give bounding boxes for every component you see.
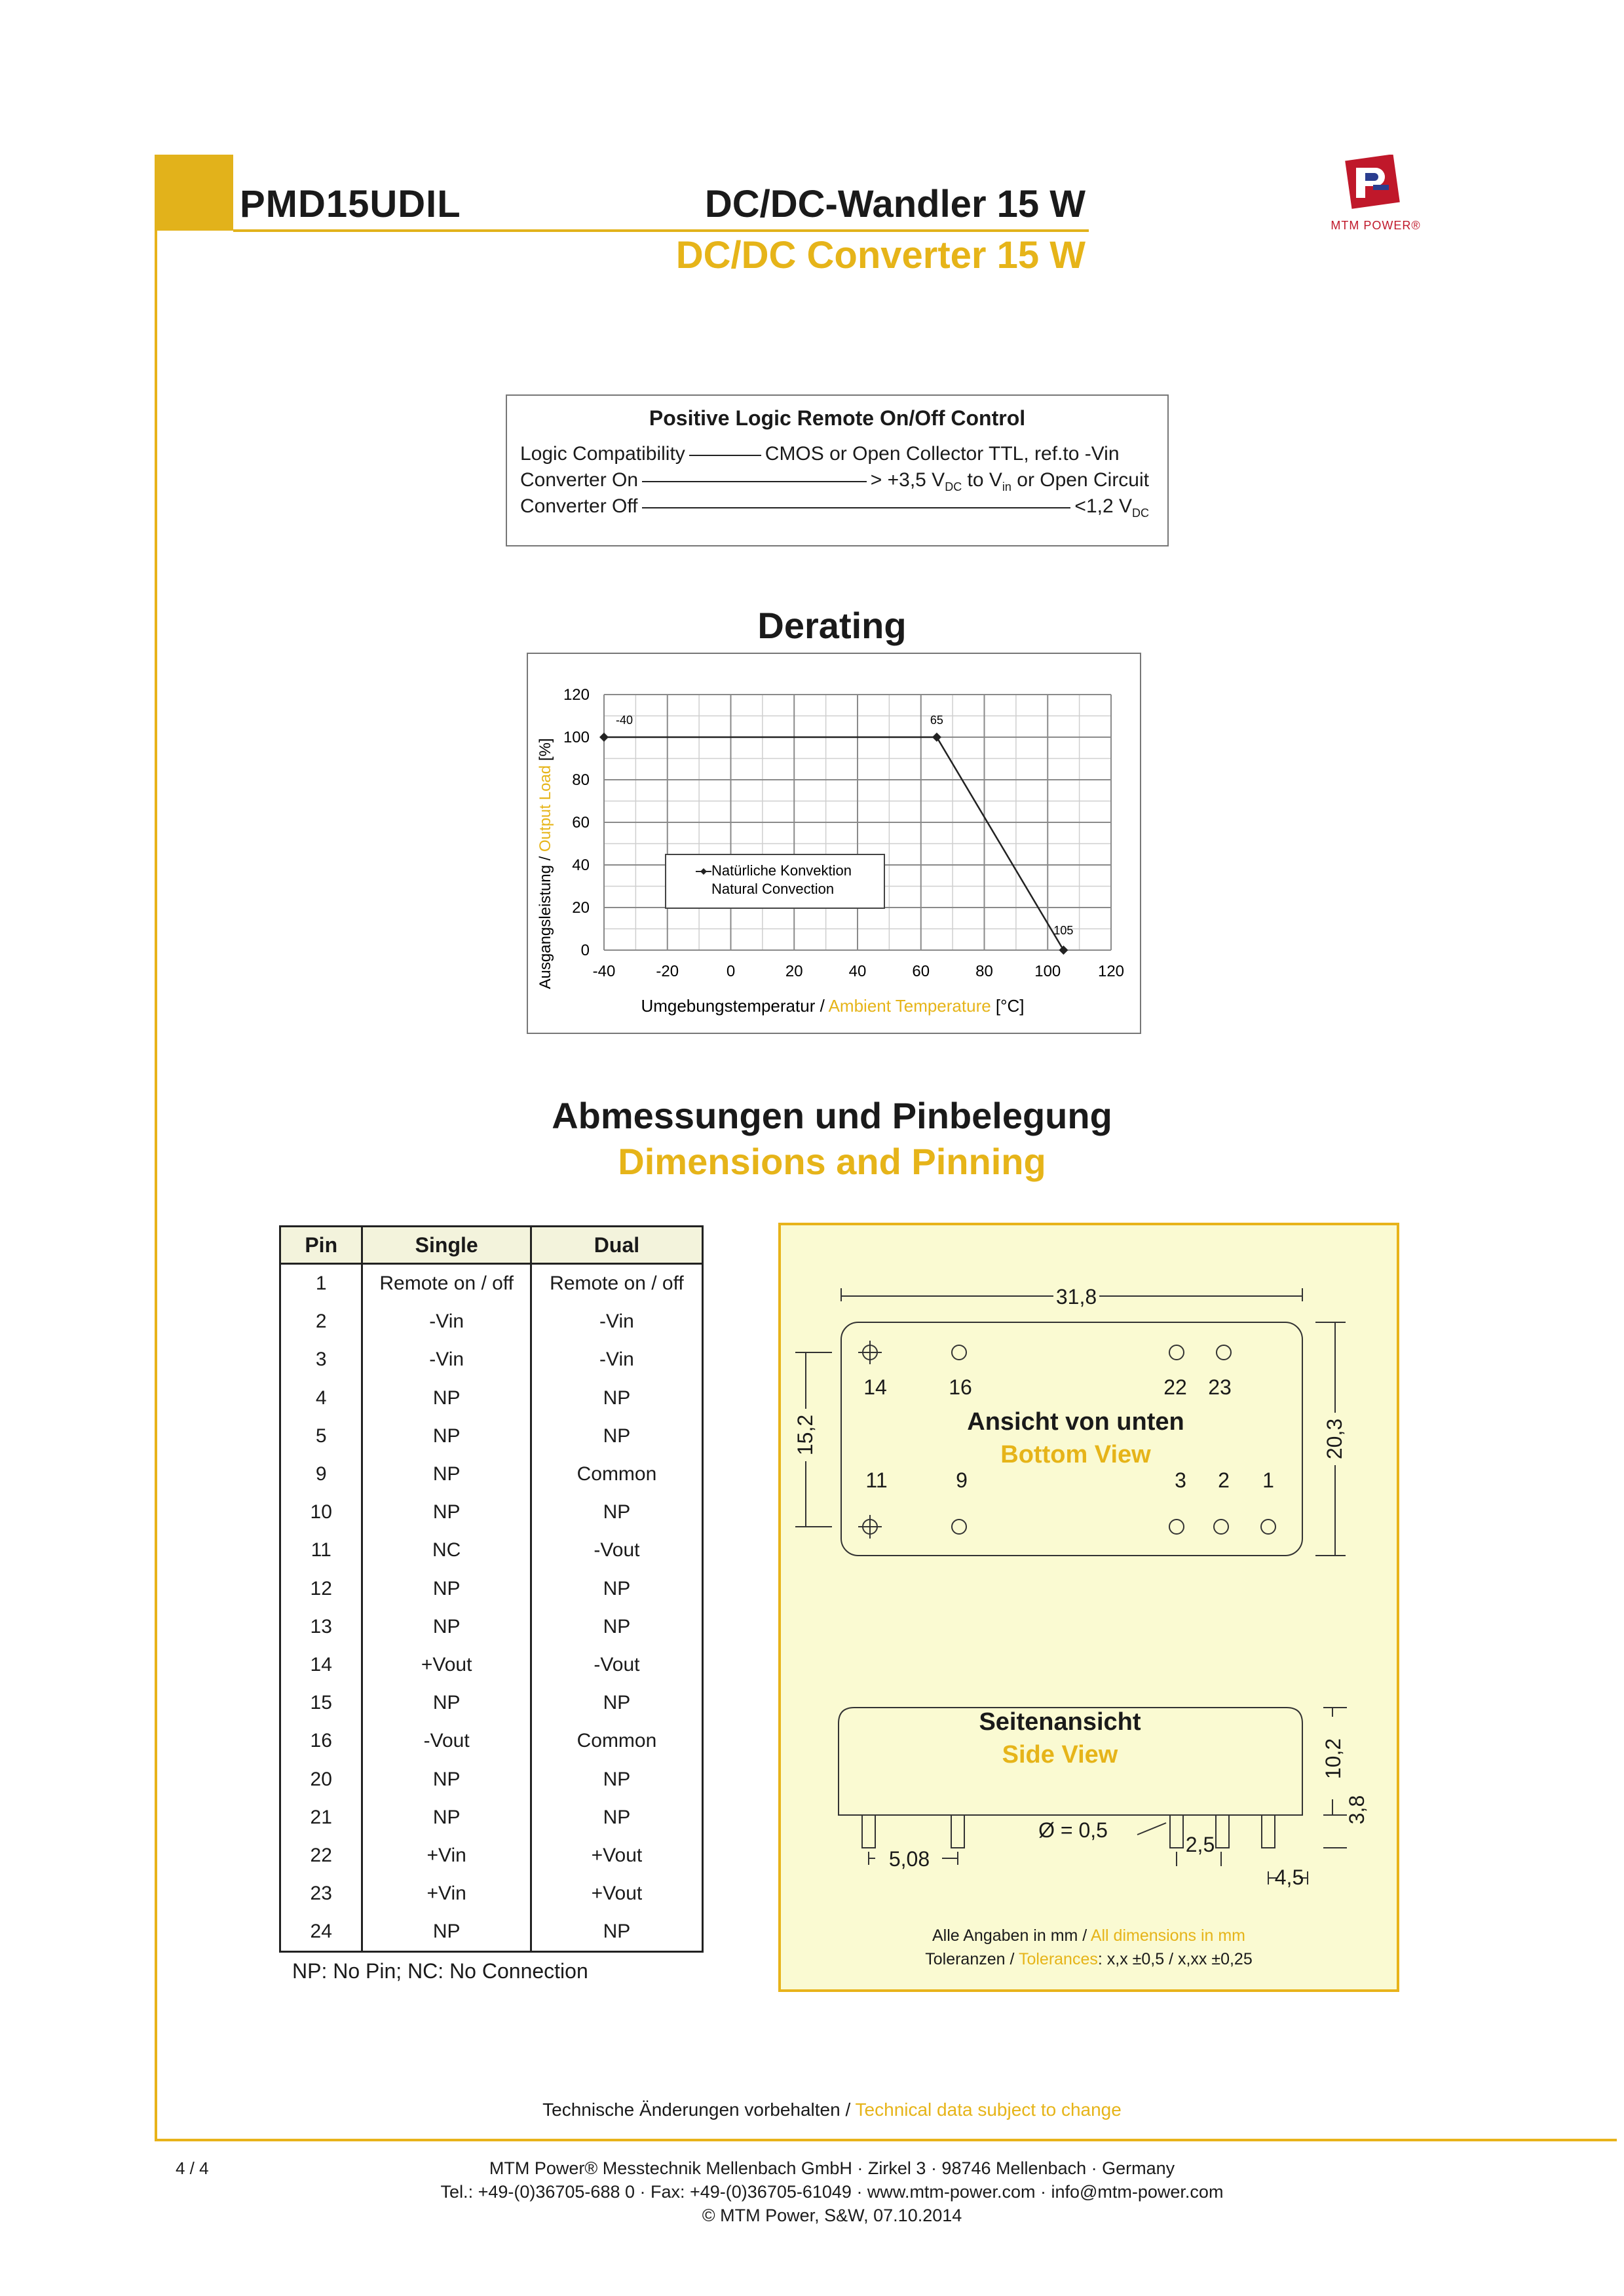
header-rule <box>233 229 1089 232</box>
pin-table <box>279 1225 704 1953</box>
table-row <box>280 1493 703 1531</box>
pin-cell: 9 <box>280 1455 362 1493</box>
header-dual: Dual <box>531 1227 702 1264</box>
side-view-label-en: Side View <box>1002 1741 1118 1769</box>
page-frame-bottom <box>155 2139 1617 2141</box>
dimension-drawing <box>778 1223 1399 1992</box>
dual-cell: NP <box>531 1493 702 1531</box>
pin-cell: 11 <box>280 1531 362 1569</box>
units-note: Alle Angaben in mm / All dimensions in mm <box>932 1926 1245 1945</box>
pin-cell: 12 <box>280 1570 362 1608</box>
single-cell: NP <box>362 1608 531 1646</box>
tolerance-note: Toleranzen / Tolerances: x,x ±0,5 / x,xx ±0,25 <box>925 1950 1253 1968</box>
x-tick-label: -40 <box>592 963 616 980</box>
table-row <box>280 1264 703 1303</box>
chart-legend <box>666 854 884 908</box>
single-cell: -Vin <box>362 1341 531 1379</box>
single-cell: +Vin <box>362 1837 531 1875</box>
dim-width-label: 31,8 <box>1055 1285 1097 1309</box>
remote-row-logic <box>520 443 1149 465</box>
x-tick-label: 0 <box>726 963 736 980</box>
single-cell: NP <box>362 1570 531 1608</box>
remote-row-value: > +3,5 $V_{DC}$ to $V_{in}$ or Open Circuit <box>870 469 1149 493</box>
table-row <box>280 1799 703 1837</box>
data-point <box>1059 946 1068 955</box>
dimensions-title-german: Abmessungen und Pinbelegung <box>552 1095 1112 1136</box>
dim-pitch-5-label: 5,08 <box>888 1847 930 1871</box>
single-cell: NP <box>362 1684 531 1722</box>
title-german: DC/DC-Wandler 15 W <box>704 183 1086 225</box>
table-row <box>280 1760 703 1798</box>
pin-cell: 16 <box>280 1722 362 1760</box>
data-label: 105 <box>1053 924 1074 937</box>
table-row <box>280 1455 703 1493</box>
table-row <box>280 1875 703 1913</box>
pin-table-header <box>280 1227 703 1264</box>
x-axis-label: Umgebungstemperatur / Ambient Temperature [°C] <box>641 996 1025 1016</box>
pin-label: 2 <box>1218 1468 1230 1492</box>
chart-grid <box>604 695 1111 950</box>
table-row <box>280 1341 703 1379</box>
header-corner-block <box>155 155 233 231</box>
remote-row-off <box>520 495 1149 520</box>
logo-text: MTM POWER® <box>1331 219 1421 232</box>
single-cell: NP <box>362 1760 531 1798</box>
pin-cell: 14 <box>280 1646 362 1684</box>
remote-row-label: Logic Compatibility <box>520 443 685 465</box>
y-tick-label: 120 <box>563 686 590 704</box>
table-row <box>280 1379 703 1417</box>
dual-cell: -Vin <box>531 1341 702 1379</box>
dual-cell: -Vout <box>531 1531 702 1569</box>
single-cell: -Vin <box>362 1303 531 1341</box>
data-point <box>932 733 941 742</box>
single-cell: NC <box>362 1531 531 1569</box>
header-single: Single <box>362 1227 531 1264</box>
chart-ticks <box>563 686 1124 980</box>
dim-pin-span-label: 15,2 <box>793 1414 817 1456</box>
pin-cell: 5 <box>280 1417 362 1455</box>
table-row <box>280 1570 703 1608</box>
remote-row-value: <1,2 $V_{DC}$ <box>1074 495 1149 520</box>
y-tick-label: 20 <box>572 899 590 917</box>
dual-cell: Remote on / off <box>531 1264 702 1303</box>
data-label: 65 <box>930 714 943 727</box>
data-point <box>599 733 609 742</box>
dual-cell: -Vout <box>531 1646 702 1684</box>
remote-row-label: Converter Off <box>520 495 638 517</box>
y-axis-label: Ausgangsleistung / Output Load [%] <box>537 738 554 989</box>
remote-control-title: Positive Logic Remote On/Off Control <box>649 406 1026 430</box>
table-row <box>280 1531 703 1569</box>
pin-cell: 20 <box>280 1760 362 1798</box>
pin-label: 16 <box>949 1375 972 1399</box>
pin-cell: 15 <box>280 1684 362 1722</box>
header-pin: Pin <box>280 1227 362 1264</box>
single-cell: -Vout <box>362 1722 531 1760</box>
pin-label: 22 <box>1163 1375 1187 1399</box>
data-label: -40 <box>616 714 633 727</box>
single-cell: +Vin <box>362 1875 531 1913</box>
product-code: PMD15UDIL <box>240 183 461 225</box>
y-tick-label: 0 <box>580 942 590 959</box>
table-row <box>280 1837 703 1875</box>
logo-mark-icon <box>1345 155 1400 209</box>
chart-series <box>599 714 1073 955</box>
x-tick-label: 80 <box>975 963 993 980</box>
table-row <box>280 1646 703 1684</box>
technical-change-note: Technische Änderungen vorbehalten / Technical data subject to change <box>542 2099 1122 2120</box>
table-row <box>280 1684 703 1722</box>
x-tick-label: 20 <box>785 963 803 980</box>
pin-label: 11 <box>865 1468 888 1492</box>
dual-cell: +Vout <box>531 1837 702 1875</box>
bottom-view-label-en: Bottom View <box>1000 1441 1151 1468</box>
table-row <box>280 1722 703 1760</box>
title-english: DC/DC Converter 15 W <box>675 234 1086 277</box>
dim-pitch-2-label: 2,5 <box>1185 1833 1215 1856</box>
dual-cell: Common <box>531 1722 702 1760</box>
remote-row-value: CMOS or Open Collector TTL, ref.to -Vin <box>765 443 1120 465</box>
single-cell: NP <box>362 1417 531 1455</box>
pin-cell: 24 <box>280 1913 362 1952</box>
pin-cell: 22 <box>280 1837 362 1875</box>
dim-pin-diameter-label: Ø = 0,5 <box>1038 1818 1108 1842</box>
single-cell: NP <box>362 1379 531 1417</box>
dual-cell: NP <box>531 1684 702 1722</box>
dual-cell: NP <box>531 1379 702 1417</box>
single-cell: NP <box>362 1799 531 1837</box>
dual-cell: -Vin <box>531 1303 702 1341</box>
page-number: 4 / 4 <box>176 2158 209 2178</box>
single-cell: Remote on / off <box>362 1264 531 1303</box>
footer-company: MTM Power® Messtechnik Mellenbach GmbH · Zirkel 3 · 98746 Mellenbach · Germany <box>489 2158 1175 2178</box>
y-tick-label: 40 <box>572 856 590 874</box>
dual-cell: Common <box>531 1455 702 1493</box>
pin-cell: 10 <box>280 1493 362 1531</box>
pin-label: 14 <box>863 1375 887 1399</box>
y-tick-label: 100 <box>563 729 590 746</box>
dim-edge-label: 4,5 <box>1274 1866 1304 1889</box>
dual-cell: +Vout <box>531 1875 702 1913</box>
remote-row-label: Converter On <box>520 469 639 491</box>
pin-label: 3 <box>1175 1468 1186 1492</box>
pin-cell: 21 <box>280 1799 362 1837</box>
footer-contact: Tel.: +49-(0)36705-688 0 · Fax: +49-(0)36705-61049 · www.mtm-power.com · info@mtm-power.com <box>440 2182 1224 2202</box>
dual-cell: NP <box>531 1799 702 1837</box>
dimensions-title-english: Dimensions and Pinning <box>618 1141 1046 1182</box>
bottom-view-outline <box>841 1322 1302 1556</box>
footer-copyright: © MTM Power, S&W, 07.10.2014 <box>702 2206 962 2225</box>
dim-height-label: 20,3 <box>1323 1418 1346 1460</box>
dual-cell: NP <box>531 1913 702 1952</box>
table-row <box>280 1303 703 1341</box>
pin-label: 9 <box>956 1468 968 1492</box>
derating-title: Derating <box>757 605 907 646</box>
dim-pin-length-label: 3,8 <box>1345 1795 1369 1825</box>
x-tick-label: 60 <box>912 963 930 980</box>
table-row <box>280 1417 703 1455</box>
table-row <box>280 1913 703 1952</box>
bottom-view-label-de: Ansicht von unten <box>967 1408 1184 1436</box>
pin-cell: 4 <box>280 1379 362 1417</box>
single-cell: NP <box>362 1455 531 1493</box>
legend-label-de: Natürliche Konvektion <box>711 862 852 879</box>
dual-cell: NP <box>531 1417 702 1455</box>
pin-cell: 13 <box>280 1608 362 1646</box>
pin-label: 23 <box>1208 1375 1232 1399</box>
derating-chart <box>527 653 1141 1034</box>
remote-row-on <box>520 469 1149 494</box>
pin-cell: 23 <box>280 1875 362 1913</box>
legend-label-en: Natural Convection <box>711 881 835 897</box>
single-cell: NP <box>362 1493 531 1531</box>
pin-label: 1 <box>1262 1468 1274 1492</box>
pin-cell: 3 <box>280 1341 362 1379</box>
y-tick-label: 60 <box>572 814 590 832</box>
x-tick-label: 120 <box>1097 963 1125 980</box>
x-tick-label: 40 <box>848 963 867 980</box>
x-tick-label: 100 <box>1034 963 1061 980</box>
dim-total-height-label: 10,2 <box>1321 1738 1345 1780</box>
single-cell: NP <box>362 1913 531 1952</box>
pin-cell: 2 <box>280 1303 362 1341</box>
dual-cell: NP <box>531 1760 702 1798</box>
side-view-label-de: Seitenansicht <box>979 1708 1141 1736</box>
pin-table-note: NP: No Pin; NC: No Connection <box>292 1959 588 1983</box>
dual-cell: NP <box>531 1570 702 1608</box>
pin-cell: 1 <box>280 1264 362 1303</box>
dual-cell: NP <box>531 1608 702 1646</box>
table-row <box>280 1608 703 1646</box>
x-tick-label: -20 <box>656 963 679 980</box>
y-tick-label: 80 <box>572 771 590 789</box>
single-cell: +Vout <box>362 1646 531 1684</box>
